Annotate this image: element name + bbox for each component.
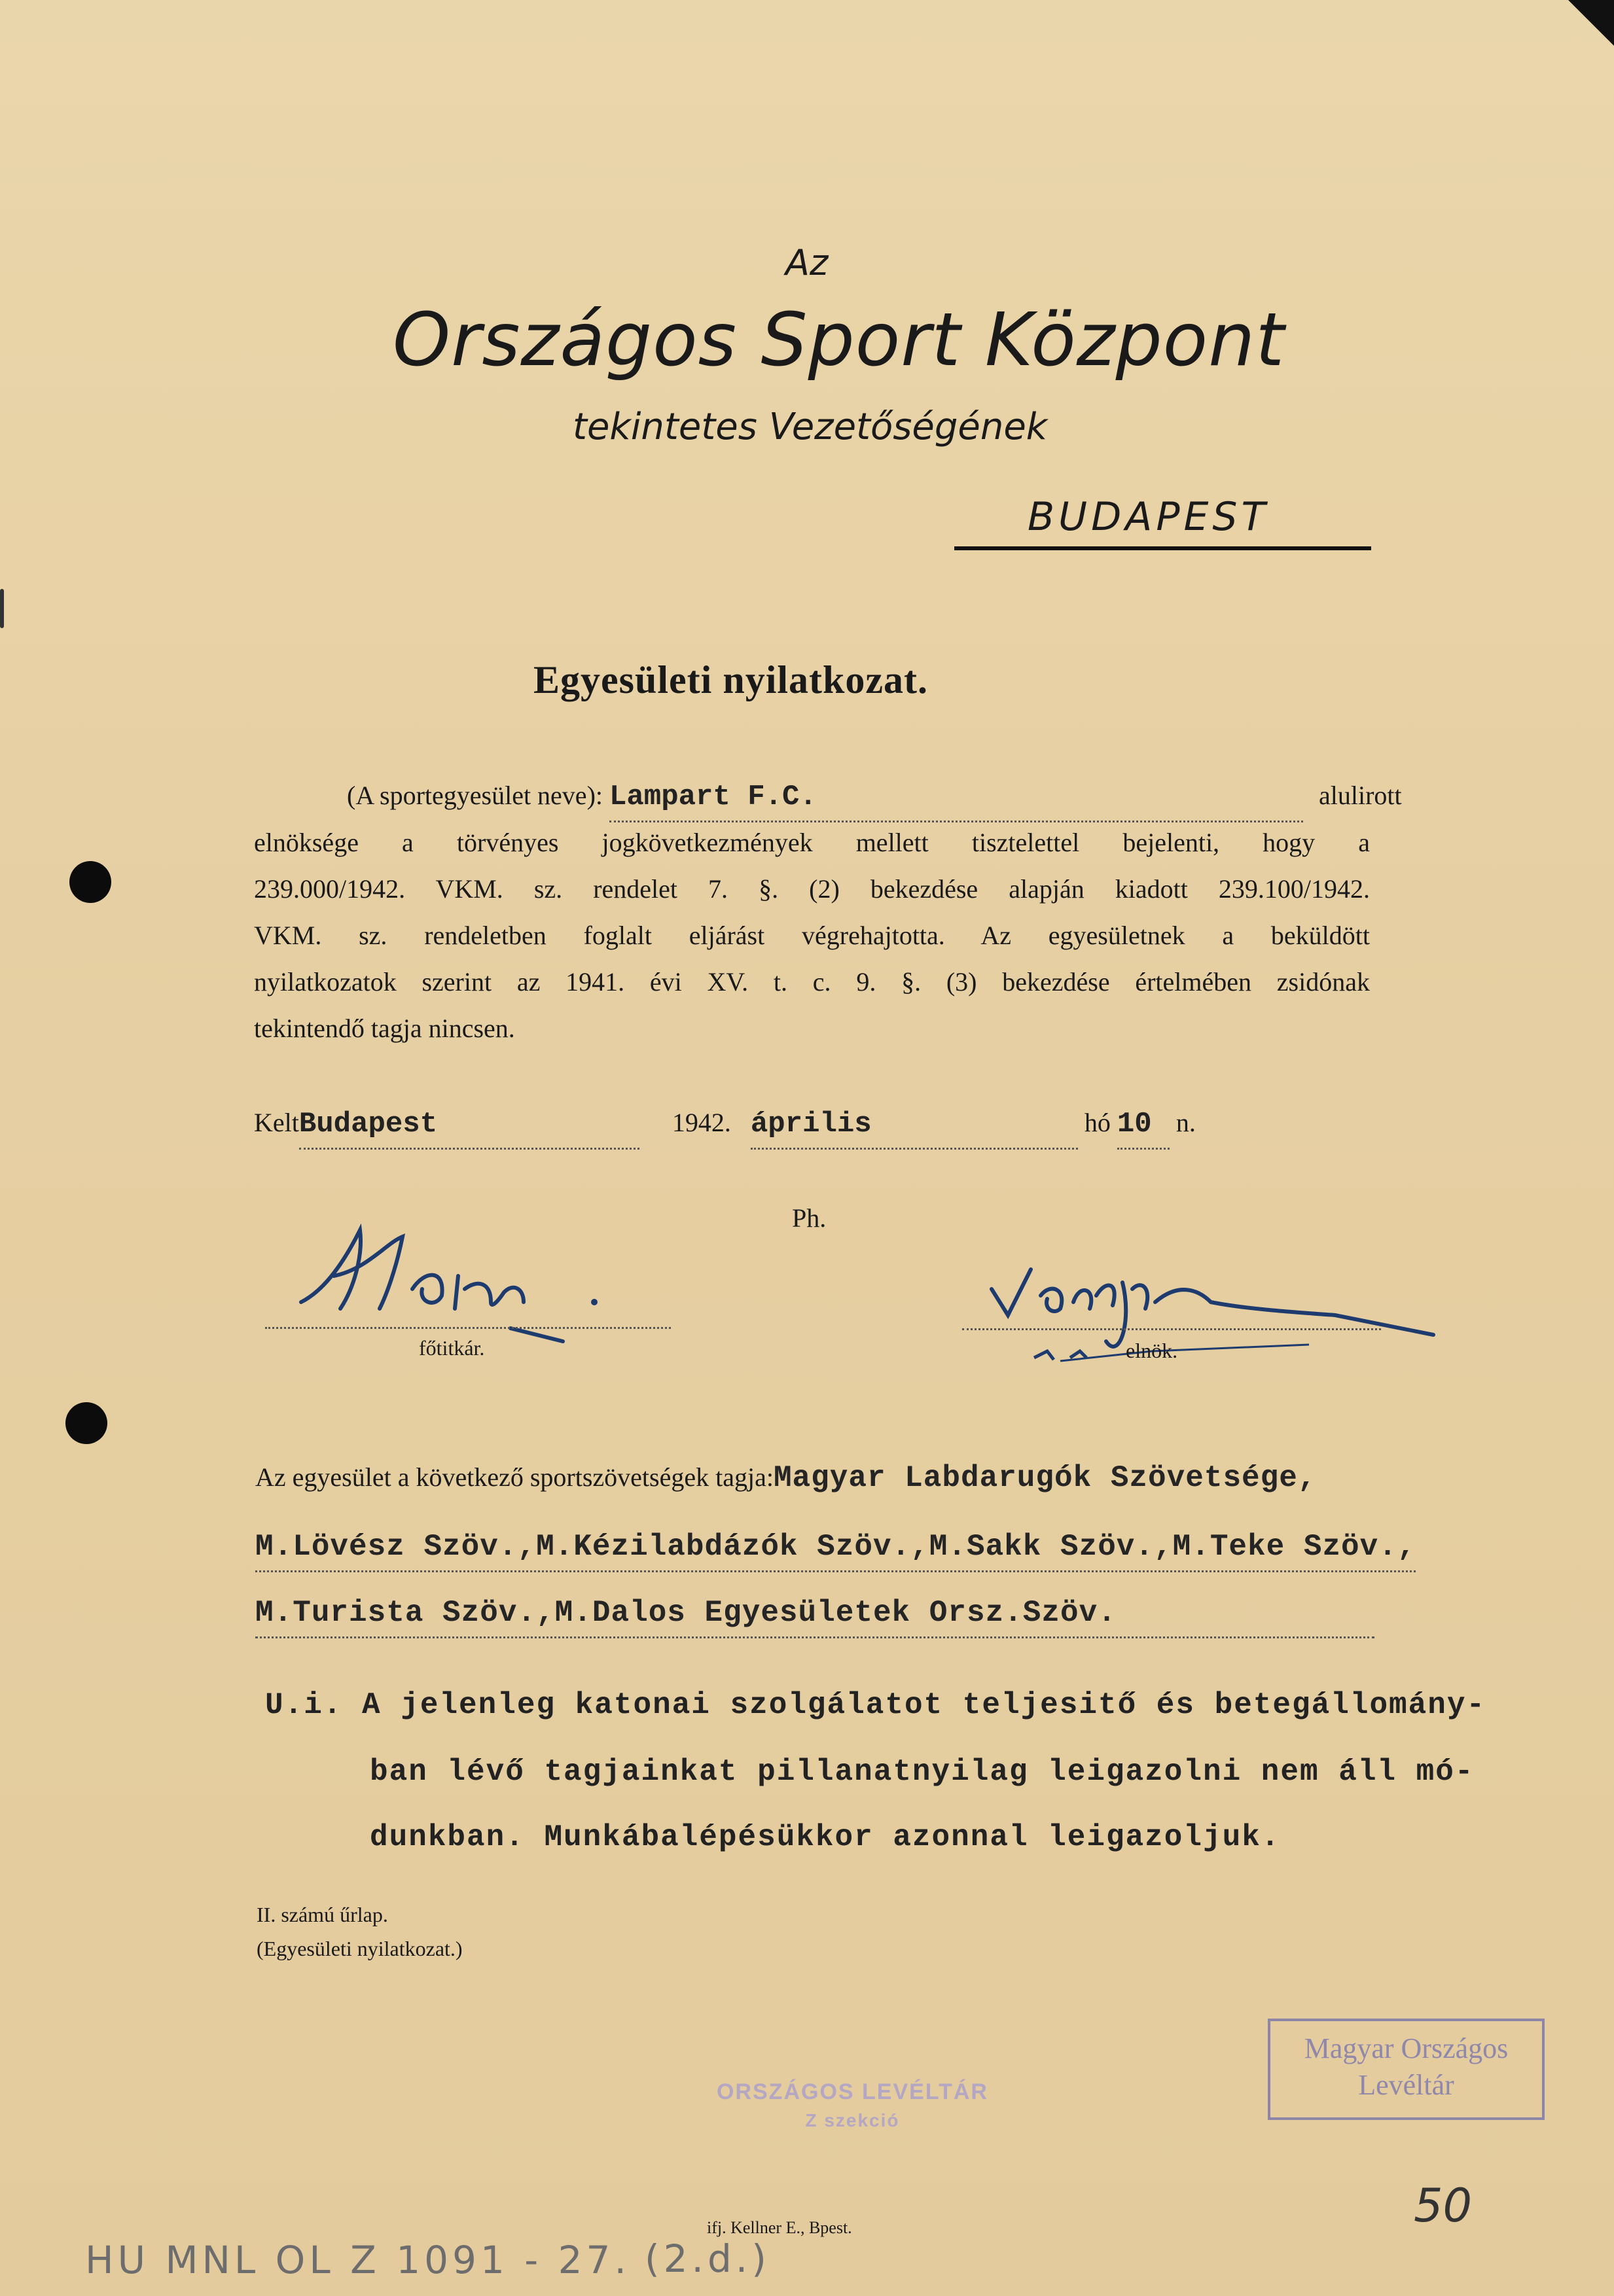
header-organization: Országos Sport Központ — [393, 298, 1285, 383]
punch-hole-bottom — [65, 1402, 107, 1444]
place-field — [299, 1099, 639, 1150]
postscript-line-1: U.i. A jelenleg katonai szolgálatot teljesitő és betegállomány- — [265, 1688, 1486, 1722]
membership-federation-1: Magyar Labdarugók Szövetsége, — [773, 1461, 1317, 1495]
archive-stamp-line-1: Magyar Országos — [1304, 2032, 1509, 2064]
declaration-line: 239.000/1942. VKM. sz. rendelet 7. §. (2) bekezdése alapján kiadott 239.100/1942. — [254, 874, 1370, 904]
membership-federations-2: M.Lövész Szöv.,M.Kézilabdázók Szöv.,M.Sakk Szöv.,M.Teke Szöv., — [255, 1523, 1416, 1572]
page-number: 50 — [1414, 2179, 1473, 2233]
n-label: n. — [1175, 1108, 1196, 1137]
header-az: Az — [785, 242, 829, 283]
year-value: 1942. — [672, 1108, 731, 1137]
document-title: Egyesületi nyilatkozat. — [533, 658, 928, 701]
president-signature-line — [962, 1328, 1381, 1330]
form-note — [257, 1898, 463, 1966]
postscript-line-3: dunkban. Munkábalépésükkor azonnal leigazoljuk. — [370, 1820, 1281, 1854]
stamp-place-label: Ph. — [792, 1203, 827, 1233]
president-signature — [982, 1243, 1453, 1374]
faint-stamp-line-2: Z szekció — [805, 2110, 900, 2130]
declaration-paragraph — [254, 819, 1370, 1051]
form-name: (Egyesületi nyilatkozat.) — [257, 1937, 463, 1960]
dated-line — [254, 1099, 1380, 1150]
header-city-underline — [954, 546, 1371, 550]
header-addressee: tekintetes Vezetőségének — [573, 406, 1048, 448]
header-city: BUDAPEST — [1028, 494, 1270, 540]
secretary-label: főtitkár. — [419, 1336, 485, 1360]
declaration-line: elnöksége a törvényes jogkövetkezmények mellett tisztelettel bejelenti, hogy a — [254, 828, 1370, 857]
punch-hole-top — [69, 861, 111, 903]
secretary-signature-line — [265, 1327, 671, 1329]
club-name-field — [609, 772, 1303, 822]
archive-stamp — [1268, 2019, 1545, 2120]
printer-credit: ifj. Kellner E., Bpest. — [707, 2218, 852, 2237]
month-value: április — [750, 1108, 872, 1140]
kelt-label: Kelt — [254, 1108, 299, 1137]
place-value: Budapest — [298, 1108, 438, 1140]
membership-line-1 — [255, 1454, 1316, 1502]
declaration-line: VKM. sz. rendeletben foglalt eljárást végrehajtotta. Az egyesületnek a beküldött — [254, 921, 1370, 950]
day-value: 10 — [1117, 1108, 1152, 1140]
page-edge-mark — [0, 589, 4, 628]
declaration-line: tekintendő tagja nincsen. — [254, 1014, 515, 1043]
form-number: II. számú űrlap. — [257, 1903, 388, 1926]
faint-archive-stamp — [717, 2077, 988, 2135]
postscript-line-2: ban lévő tagjainkat pillanatnyilag leigazolni nem áll mó- — [370, 1755, 1475, 1789]
club-name-label: (A sportegyesület neve): — [347, 781, 603, 810]
membership-federations-3: M.Turista Szöv.,M.Dalos Egyesületek Orsz.Szöv. — [255, 1589, 1374, 1638]
torn-corner — [1568, 0, 1614, 46]
faint-stamp-line-1: ORSZÁGOS LEVÉLTÁR — [717, 2079, 988, 2104]
membership-line-2 — [255, 1523, 1416, 1572]
membership-line-3 — [255, 1589, 1374, 1638]
president-label: elnök. — [1126, 1339, 1178, 1362]
archive-reference-sub: (2.d.) — [645, 2236, 770, 2281]
archive-reference: HU MNL OL Z 1091 - 27. — [85, 2238, 630, 2282]
month-field — [751, 1099, 1078, 1150]
club-name-tail: alulirott — [1319, 781, 1402, 810]
day-field — [1117, 1099, 1170, 1150]
archive-stamp-line-2: Levéltár — [1358, 2069, 1454, 2101]
ho-label: hó — [1084, 1108, 1111, 1137]
declaration-lead-line — [347, 772, 1402, 822]
club-name-value: Lampart F.C. — [609, 781, 817, 813]
membership-lead: Az egyesület a következő sportszövetségek tagja: — [255, 1462, 774, 1492]
declaration-line: nyilatkozatok szerint az 1941. évi XV. t. c. 9. §. (3) bekezdése értelmében zsidónak — [254, 967, 1370, 997]
